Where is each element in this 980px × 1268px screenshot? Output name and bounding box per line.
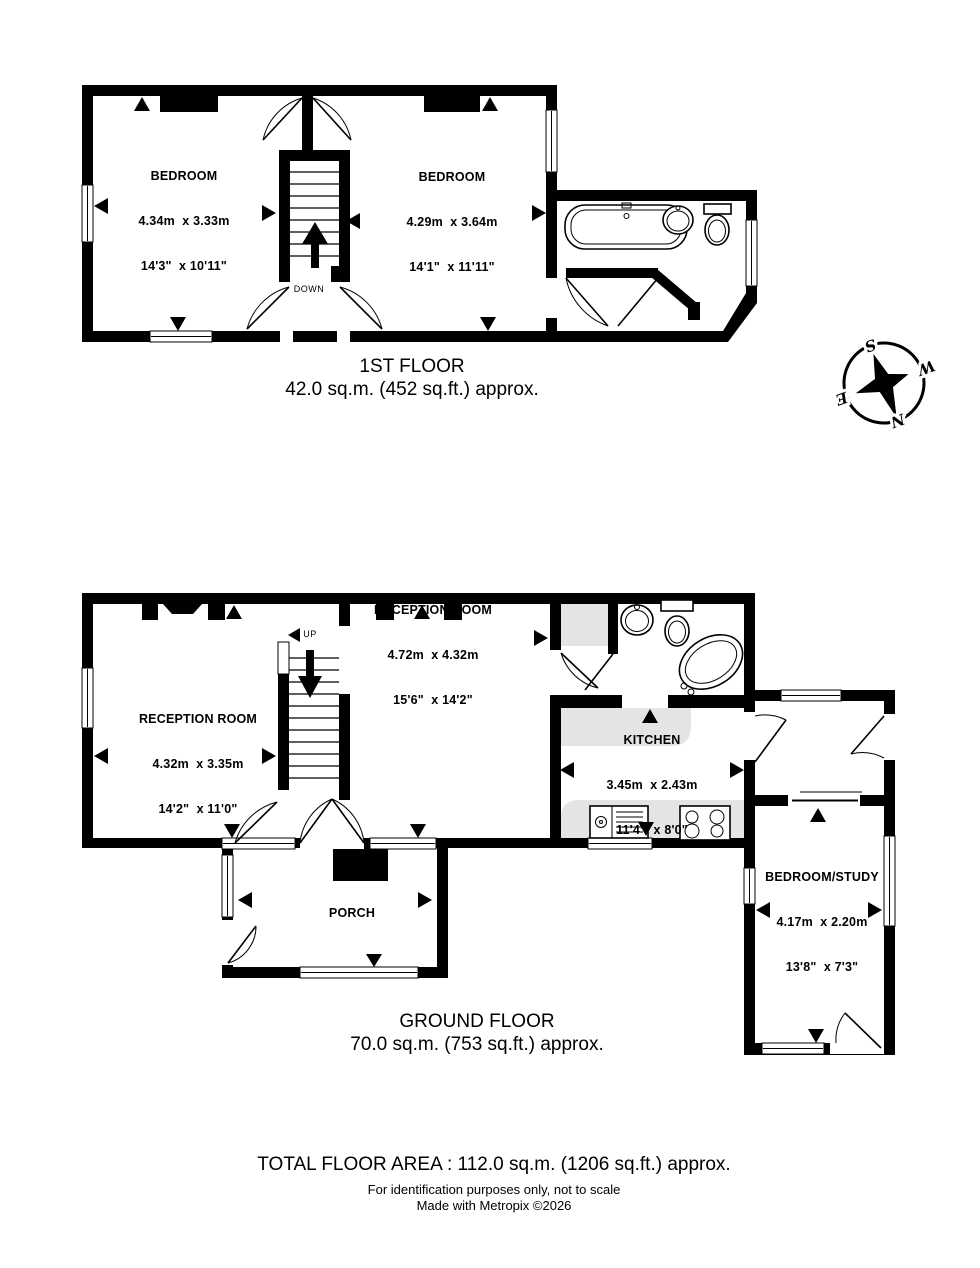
sink-icon (663, 206, 693, 234)
door-gap (280, 331, 293, 342)
room-dims-metric: 4.29m x 3.64m (406, 215, 498, 229)
room-name: RECEPTION ROOM (373, 603, 493, 617)
compass-rose (819, 319, 951, 447)
toilet-icon (704, 204, 731, 245)
door-gap (337, 331, 350, 342)
partition-wall (608, 604, 618, 654)
hall-floor (755, 701, 884, 795)
floor-name: GROUND FLOOR (399, 1011, 555, 1032)
room-dims-metric: 4.72m x 4.32m (387, 648, 479, 662)
door-gap (546, 278, 557, 318)
chimney-breast (142, 604, 158, 620)
room-dims-metric: 4.17m x 2.20m (776, 915, 868, 929)
room-dims-metric: 4.34m x 3.33m (138, 214, 230, 228)
stair-step-wall (331, 266, 350, 282)
room-label-porch (329, 876, 375, 936)
room-label-kitchen (606, 703, 697, 853)
door-gap (744, 712, 755, 760)
room-label-bedroom-1 (138, 139, 229, 289)
room-dims-imperial: 13'8" x 7'3" (785, 960, 859, 974)
room-dims-imperial: 14'1" x 11'11" (409, 260, 495, 274)
room-name: KITCHEN (623, 733, 681, 747)
room-label-bedroom-2 (406, 140, 497, 290)
door-gap (550, 650, 561, 698)
floor-area: 42.0 sq.m. (452 sq.ft.) approx. (285, 379, 539, 400)
room-dims-imperial: 11'4" x 8'0" (616, 823, 688, 837)
chimney-breast (424, 96, 480, 112)
stair-label-up: UP (303, 629, 317, 639)
sink-icon (621, 605, 653, 636)
compass-s: S (862, 335, 879, 356)
stair-label-down: DOWN (293, 284, 325, 294)
credit-text: Made with Metropix ©2026 (416, 1198, 572, 1213)
room-dims-metric: 3.45m x 2.43m (606, 778, 698, 792)
shower-cupboard (561, 604, 608, 646)
stair-arrow-shaft (311, 242, 319, 268)
room-dims-imperial: 15'6" x 14'2" (393, 693, 473, 707)
room-label-reception-1 (374, 573, 492, 723)
partition-wall (688, 302, 700, 320)
total-floor-area: TOTAL FLOOR AREA : 112.0 sq.m. (1206 sq.ft.) approx. (257, 1154, 731, 1175)
stair-arrow-shaft (306, 650, 314, 678)
chimney-breast (160, 96, 218, 112)
partition-wall (566, 268, 658, 278)
room-name: BEDROOM/STUDY (765, 870, 879, 884)
room-label-bedroom-study (765, 840, 879, 990)
room-label-reception-2 (139, 682, 257, 832)
stair-top-window (278, 642, 289, 674)
compass-w: W (915, 356, 938, 379)
stair-wall (339, 694, 350, 800)
room-dims-imperial: 14'3" x 10'11" (140, 259, 228, 273)
door-gap (884, 714, 895, 760)
partition-wall (550, 604, 561, 838)
ground-floor-title (350, 1010, 603, 1056)
door-gap (830, 1043, 884, 1054)
room-dims-metric: 4.32m x 3.35m (152, 757, 244, 771)
room-dims-imperial: 14'2" x 11'0" (158, 802, 238, 816)
room-name: RECEPTION ROOM (138, 712, 258, 726)
first-floor-title (285, 355, 538, 401)
room-name: BEDROOM (418, 170, 486, 184)
chimney-breast (208, 604, 225, 620)
compass-e: E (833, 387, 851, 409)
room-name: PORCH (328, 906, 376, 920)
stair-wall (339, 604, 350, 626)
room-name: BEDROOM (150, 169, 218, 183)
compass-n: N (888, 409, 908, 432)
floor-name: 1ST FLOOR (359, 356, 465, 377)
disclaimer-text: For identification purposes only, not to scale (367, 1182, 621, 1197)
floor-area: 70.0 sq.m. (753 sq.ft.) approx. (350, 1034, 604, 1055)
entrance-door-gap (300, 838, 364, 849)
